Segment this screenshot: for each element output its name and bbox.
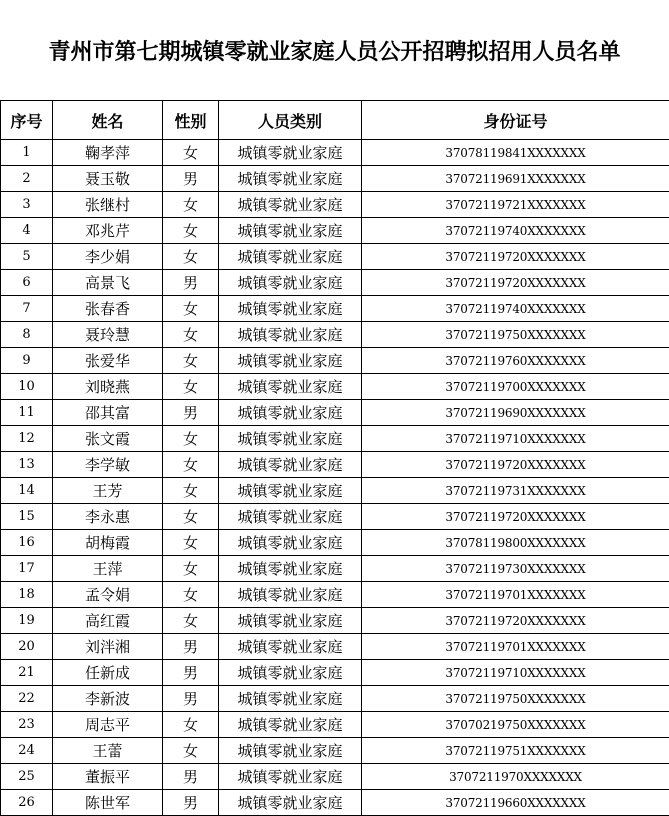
cell-index: 8	[1, 322, 53, 348]
cell-category: 城镇零就业家庭	[219, 270, 362, 296]
table-row	[1, 218, 669, 244]
cell-name: 王蕾	[53, 738, 163, 764]
table-row	[1, 712, 669, 738]
cell-category: 城镇零就业家庭	[219, 530, 362, 556]
cell-gender: 女	[163, 296, 219, 322]
cell-category: 城镇零就业家庭	[219, 348, 362, 374]
cell-gender: 女	[163, 556, 219, 582]
cell-id-number: 37072119720XXXXXXX	[362, 270, 669, 296]
cell-name: 鞠孝萍	[53, 140, 163, 166]
cell-id-number: 37072119750XXXXXXX	[362, 686, 669, 712]
cell-id-number: 37078119841XXXXXXX	[362, 140, 669, 166]
cell-index: 6	[1, 270, 53, 296]
table-row	[1, 244, 669, 270]
cell-gender: 女	[163, 322, 219, 348]
cell-gender: 男	[163, 790, 219, 816]
cell-name: 聂玲慧	[53, 322, 163, 348]
cell-name: 邵其富	[53, 400, 163, 426]
table-row	[1, 660, 669, 686]
cell-gender: 女	[163, 244, 219, 270]
table-row	[1, 764, 669, 790]
cell-gender: 女	[163, 504, 219, 530]
cell-gender: 女	[163, 530, 219, 556]
cell-name: 高红霞	[53, 608, 163, 634]
cell-name: 陈世军	[53, 790, 163, 816]
table-row	[1, 790, 669, 816]
cell-index: 14	[1, 478, 53, 504]
table-row	[1, 322, 669, 348]
cell-id-number: 3707211970XXXXXXX	[362, 764, 669, 790]
cell-name: 刘泮湘	[53, 634, 163, 660]
cell-index: 2	[1, 166, 53, 192]
table-row	[1, 296, 669, 322]
cell-gender: 女	[163, 348, 219, 374]
cell-category: 城镇零就业家庭	[219, 660, 362, 686]
cell-id-number: 37072119701XXXXXXX	[362, 582, 669, 608]
cell-name: 周志平	[53, 712, 163, 738]
header-id-number: 身份证号	[362, 101, 669, 140]
cell-id-number: 37072119740XXXXXXX	[362, 296, 669, 322]
cell-category: 城镇零就业家庭	[219, 556, 362, 582]
cell-gender: 女	[163, 218, 219, 244]
cell-name: 李新波	[53, 686, 163, 712]
header-index: 序号	[1, 101, 53, 140]
cell-id-number: 37072119740XXXXXXX	[362, 218, 669, 244]
cell-index: 20	[1, 634, 53, 660]
cell-category: 城镇零就业家庭	[219, 712, 362, 738]
cell-index: 3	[1, 192, 53, 218]
cell-id-number: 37072119750XXXXXXX	[362, 322, 669, 348]
cell-index: 22	[1, 686, 53, 712]
cell-index: 23	[1, 712, 53, 738]
cell-id-number: 37072119721XXXXXXX	[362, 192, 669, 218]
cell-gender: 女	[163, 374, 219, 400]
cell-index: 7	[1, 296, 53, 322]
cell-name: 李学敏	[53, 452, 163, 478]
cell-name: 胡梅霞	[53, 530, 163, 556]
cell-index: 15	[1, 504, 53, 530]
header-category: 人员类别	[219, 101, 362, 140]
table-row	[1, 400, 669, 426]
cell-category: 城镇零就业家庭	[219, 296, 362, 322]
cell-gender: 女	[163, 738, 219, 764]
cell-gender: 女	[163, 192, 219, 218]
cell-category: 城镇零就业家庭	[219, 166, 362, 192]
cell-index: 5	[1, 244, 53, 270]
cell-name: 王萍	[53, 556, 163, 582]
cell-category: 城镇零就业家庭	[219, 634, 362, 660]
cell-category: 城镇零就业家庭	[219, 478, 362, 504]
cell-name: 孟令娟	[53, 582, 163, 608]
cell-category: 城镇零就业家庭	[219, 504, 362, 530]
cell-index: 1	[1, 140, 53, 166]
cell-category: 城镇零就业家庭	[219, 140, 362, 166]
document-title: 青州市第七期城镇零就业家庭人员公开招聘拟招用人员名单	[0, 0, 669, 100]
cell-gender: 女	[163, 478, 219, 504]
cell-gender: 女	[163, 608, 219, 634]
cell-gender: 女	[163, 582, 219, 608]
cell-name: 刘晓燕	[53, 374, 163, 400]
cell-index: 16	[1, 530, 53, 556]
cell-category: 城镇零就业家庭	[219, 764, 362, 790]
table-row	[1, 738, 669, 764]
cell-name: 高景飞	[53, 270, 163, 296]
cell-category: 城镇零就业家庭	[219, 790, 362, 816]
cell-id-number: 37072119660XXXXXXX	[362, 790, 669, 816]
cell-category: 城镇零就业家庭	[219, 374, 362, 400]
cell-id-number: 37072119690XXXXXXX	[362, 400, 669, 426]
cell-category: 城镇零就业家庭	[219, 738, 362, 764]
cell-id-number: 37072119730XXXXXXX	[362, 556, 669, 582]
cell-category: 城镇零就业家庭	[219, 426, 362, 452]
cell-category: 城镇零就业家庭	[219, 244, 362, 270]
cell-name: 王芳	[53, 478, 163, 504]
cell-gender: 男	[163, 686, 219, 712]
cell-category: 城镇零就业家庭	[219, 400, 362, 426]
header-gender: 性别	[163, 101, 219, 140]
cell-index: 12	[1, 426, 53, 452]
cell-gender: 女	[163, 452, 219, 478]
cell-index: 26	[1, 790, 53, 816]
table-row	[1, 426, 669, 452]
cell-gender: 男	[163, 166, 219, 192]
cell-index: 4	[1, 218, 53, 244]
cell-id-number: 37070219750XXXXXXX	[362, 712, 669, 738]
table-row	[1, 140, 669, 166]
cell-index: 11	[1, 400, 53, 426]
cell-gender: 男	[163, 660, 219, 686]
roster-table	[0, 100, 669, 816]
cell-id-number: 37072119751XXXXXXX	[362, 738, 669, 764]
cell-id-number: 37072119731XXXXXXX	[362, 478, 669, 504]
cell-category: 城镇零就业家庭	[219, 192, 362, 218]
table-row	[1, 634, 669, 660]
cell-name: 张继村	[53, 192, 163, 218]
table-row	[1, 452, 669, 478]
cell-category: 城镇零就业家庭	[219, 686, 362, 712]
cell-gender: 男	[163, 400, 219, 426]
cell-name: 聂玉敬	[53, 166, 163, 192]
cell-category: 城镇零就业家庭	[219, 218, 362, 244]
cell-index: 9	[1, 348, 53, 374]
cell-id-number: 37072119760XXXXXXX	[362, 348, 669, 374]
cell-gender: 男	[163, 634, 219, 660]
cell-name: 张爱华	[53, 348, 163, 374]
table-row	[1, 608, 669, 634]
cell-index: 21	[1, 660, 53, 686]
cell-index: 24	[1, 738, 53, 764]
cell-name: 李少娟	[53, 244, 163, 270]
table-row	[1, 270, 669, 296]
cell-id-number: 37072119710XXXXXXX	[362, 426, 669, 452]
cell-index: 10	[1, 374, 53, 400]
cell-gender: 女	[163, 712, 219, 738]
header-row	[1, 101, 669, 140]
cell-id-number: 37078119800XXXXXXX	[362, 530, 669, 556]
cell-id-number: 37072119720XXXXXXX	[362, 452, 669, 478]
cell-name: 邓兆芹	[53, 218, 163, 244]
cell-id-number: 37072119720XXXXXXX	[362, 244, 669, 270]
cell-id-number: 37072119700XXXXXXX	[362, 374, 669, 400]
cell-name: 张春香	[53, 296, 163, 322]
table-row	[1, 530, 669, 556]
table-row	[1, 478, 669, 504]
header-name: 姓名	[53, 101, 163, 140]
cell-name: 张文霞	[53, 426, 163, 452]
cell-gender: 女	[163, 426, 219, 452]
cell-index: 25	[1, 764, 53, 790]
cell-gender: 男	[163, 270, 219, 296]
table-row	[1, 166, 669, 192]
cell-id-number: 37072119710XXXXXXX	[362, 660, 669, 686]
table-row	[1, 582, 669, 608]
cell-name: 任新成	[53, 660, 163, 686]
table-row	[1, 504, 669, 530]
table-row	[1, 686, 669, 712]
cell-name: 董振平	[53, 764, 163, 790]
cell-index: 13	[1, 452, 53, 478]
cell-index: 19	[1, 608, 53, 634]
cell-category: 城镇零就业家庭	[219, 582, 362, 608]
cell-gender: 女	[163, 140, 219, 166]
table-row	[1, 348, 669, 374]
cell-category: 城镇零就业家庭	[219, 608, 362, 634]
cell-id-number: 37072119720XXXXXXX	[362, 608, 669, 634]
cell-id-number: 37072119691XXXXXXX	[362, 166, 669, 192]
cell-id-number: 37072119720XXXXXXX	[362, 504, 669, 530]
cell-gender: 男	[163, 764, 219, 790]
cell-name: 李永惠	[53, 504, 163, 530]
cell-category: 城镇零就业家庭	[219, 322, 362, 348]
table-row	[1, 556, 669, 582]
cell-index: 17	[1, 556, 53, 582]
table-row	[1, 374, 669, 400]
cell-id-number: 37072119701XXXXXXX	[362, 634, 669, 660]
cell-category: 城镇零就业家庭	[219, 452, 362, 478]
table-row	[1, 192, 669, 218]
cell-index: 18	[1, 582, 53, 608]
